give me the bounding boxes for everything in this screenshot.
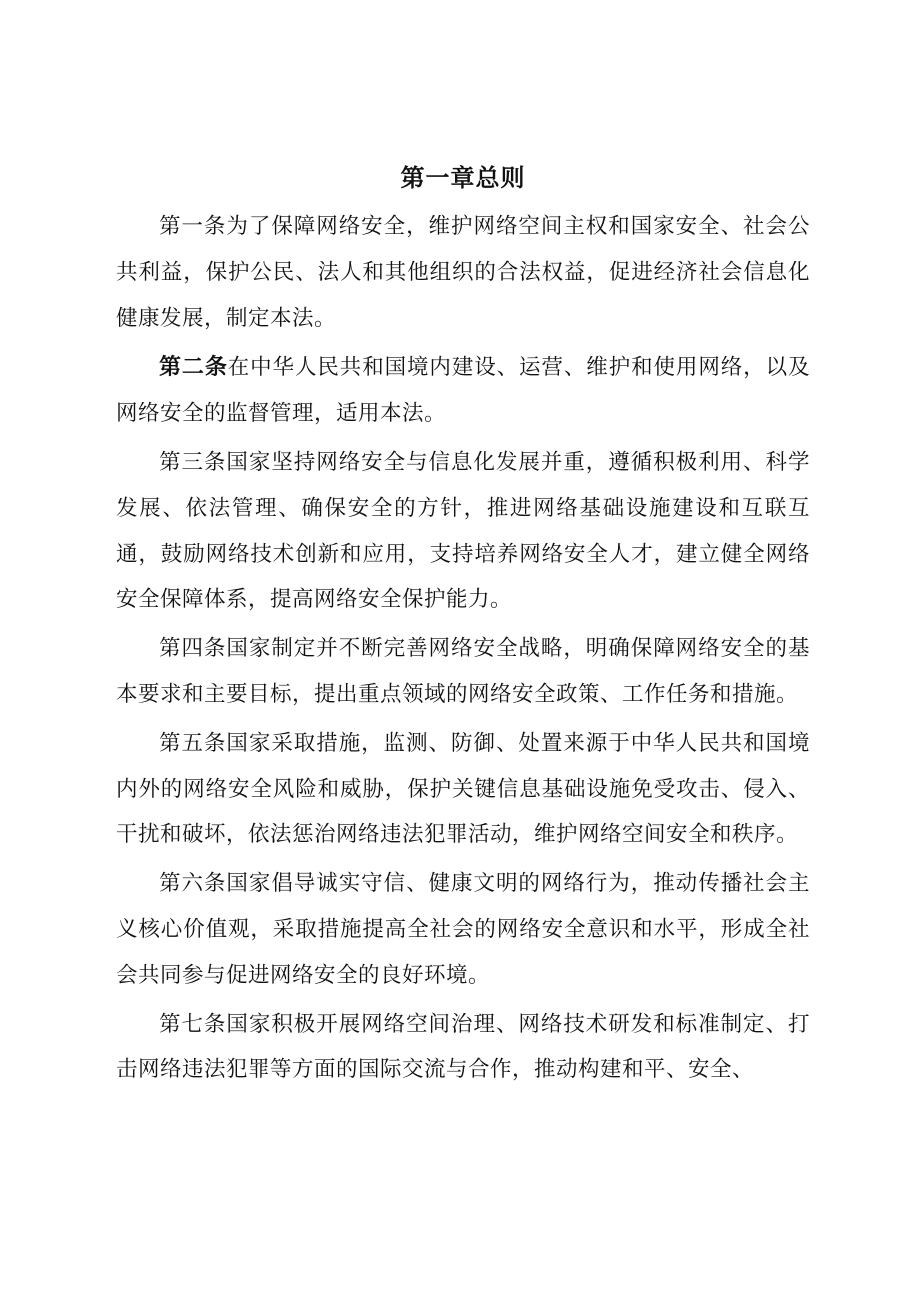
article-7-text: 国家积极开展网络空间治理、网络技术研发和标准制定、打击网络违法犯罪等方面的国际交流与合作，推动构建和平、安全、 [116, 1011, 810, 1083]
article-3-text: 国家坚持网络安全与信息化发展并重，遵循积极利用、科学发展、依法管理、确保安全的方针，推进网络基础设施建设和互联互通，鼓励网络技术创新和应用，支持培养网络安全人才，建立健全网络安全保障体系，提高网络安全保护能力。 [116, 449, 810, 613]
article-3-number: 第三条 [159, 449, 227, 475]
chapter-title: 第一章总则 [400, 164, 526, 192]
document-body [116, 158, 810, 1093]
article-1 [116, 204, 810, 341]
article-6-number: 第六条 [159, 871, 227, 897]
article-6-text: 国家倡导诚实守信、健康文明的网络行为，推动传播社会主义核心价值观，采取措施提高全社会的网络安全意识和水平，形成全社会共同参与促进网络安全的良好环境。 [116, 871, 810, 988]
article-6 [116, 861, 810, 998]
article-3 [116, 440, 810, 623]
article-2-number: 第二条 [159, 355, 228, 381]
article-7 [116, 1002, 810, 1094]
article-4-number: 第四条 [159, 636, 227, 662]
article-2-text: 在中华人民共和国境内建设、运营、维护和使用网络，以及网络安全的监督管理，适用本法。 [116, 355, 810, 427]
article-1-text: 为了保障网络安全，维护网络空间主权和国家安全、社会公共利益，保护公民、法人和其他组织的合法权益，促进经济社会信息化健康发展，制定本法。 [116, 214, 810, 331]
article-5-text: 国家采取措施，监测、防御、处置来源于中华人民共和国境内外的网络安全风险和威胁，保护关键信息基础设施免受攻击、侵入、干扰和破坏，依法惩治网络违法犯罪活动，维护网络空间安全和秩序。 [116, 730, 810, 848]
article-5 [116, 721, 810, 858]
article-1-number: 第一条 [159, 214, 227, 239]
article-4-text: 国家制定并不断完善网络安全战略，明确保障网络安全的基本要求和主要目标，提出重点领域的网络安全政策、工作任务和措施。 [116, 636, 810, 707]
article-5-number: 第五条 [159, 730, 227, 756]
article-7-number: 第七条 [159, 1011, 227, 1037]
article-2 [116, 345, 810, 437]
article-4 [116, 626, 810, 718]
